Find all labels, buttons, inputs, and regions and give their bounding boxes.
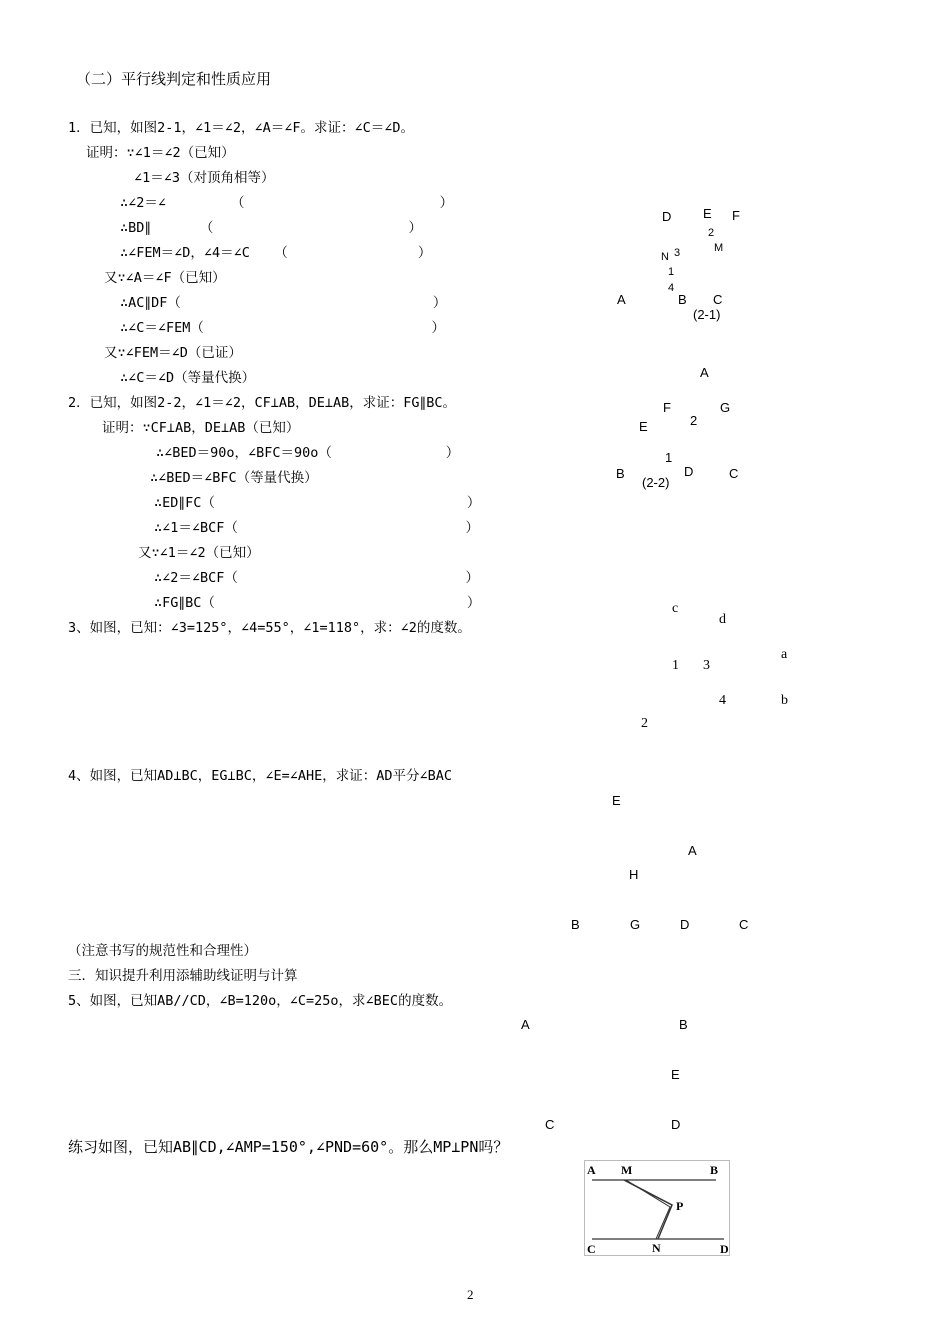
figure-label: a (781, 647, 788, 662)
figure-label: 3 (703, 658, 710, 673)
problem-1-line: 证明：∵∠1＝∠2（已知） (86, 145, 235, 161)
figure-label: E (639, 419, 648, 434)
problem-1-line: ∴∠2＝∠ （ ） (120, 195, 454, 211)
problem-2-line: ∴FG∥BC（ ） (154, 595, 481, 611)
figure-label: 2 (708, 227, 715, 239)
figure-label: 4 (719, 693, 726, 708)
figure-label: 4 (668, 282, 675, 294)
problem-2-line: ∴∠1＝∠BCF（ ） (154, 520, 479, 536)
problem-1-line: ∴AC∥DF（ ） (120, 295, 447, 311)
figure-label: D (684, 464, 694, 479)
figure-label: F (732, 208, 740, 223)
figure-label: P (676, 1199, 684, 1213)
figure-caption: (2-2) (642, 475, 670, 490)
problem-2-line: 又∵∠1＝∠2（已知） (138, 545, 260, 561)
figure-label: B (616, 466, 625, 481)
problem-2-line: ∴∠BED＝∠BFC（等量代换） (150, 470, 318, 486)
section2-title: （二）平行线判定和性质应用 (76, 70, 272, 88)
figure-label: 1 (672, 658, 679, 673)
figure-label: A (700, 365, 709, 380)
figure-label: A (688, 843, 697, 858)
figure-label: E (612, 793, 621, 808)
figure-label: 2 (690, 413, 698, 428)
figure-label: M (621, 1163, 633, 1177)
practice-figure-svg (584, 1160, 730, 1256)
figure-label: 2 (641, 716, 648, 731)
problem-1-line: ∴∠C＝∠D（等量代换） (120, 370, 256, 386)
problem-1-line: 又∵∠A＝∠F（已知） (104, 270, 226, 286)
problem-1-line: 又∵∠FEM＝∠D（已证） (104, 345, 242, 361)
figure-label: 1 (668, 266, 675, 278)
figure-label: D (680, 917, 690, 932)
figure-label: D (720, 1242, 729, 1256)
figure-label: 3 (674, 247, 681, 259)
problem-3-question: 3、如图，已知：∠3=125°，∠4=55°，∠1=118°，求：∠2的度数。 (68, 620, 471, 636)
figure-label: D (671, 1117, 681, 1132)
figure-label: H (629, 867, 639, 882)
figure-label: B (678, 292, 687, 307)
figure-label: G (630, 917, 641, 932)
figure-label: F (663, 400, 671, 415)
figure-label: D (662, 209, 672, 224)
problem-1-line: ∴∠FEM＝∠D，∠4＝∠C （ ） (120, 245, 432, 261)
figure-label: B (710, 1163, 719, 1177)
figure-label: M (714, 242, 724, 254)
figure-label: C (739, 917, 749, 932)
problem-4-question: 4、如图，已知AD⊥BC，EG⊥BC，∠E=∠AHE，求证：AD平分∠BAC (68, 768, 453, 784)
figure-label: N (661, 251, 669, 263)
figure-label: C (545, 1117, 555, 1132)
problem-1-line: ∴∠C＝∠FEM（ ） (120, 320, 445, 336)
figure-label: A (521, 1017, 530, 1032)
problem-2-line: 证明：∵CF⊥AB，DE⊥AB（已知） (102, 420, 300, 436)
figure-label: G (720, 400, 731, 415)
figure-label: C (713, 292, 723, 307)
problem-1-question: 1．已知，如图2-1，∠1＝∠2，∠A＝∠F。求证：∠C＝∠D。 (68, 120, 415, 136)
problem-2-line: ∴ED∥FC（ ） (154, 495, 481, 511)
problem-2-line: ∴∠BED＝90o，∠BFC＝90o（ ） (156, 445, 460, 461)
figure-label: E (671, 1067, 680, 1082)
figure-label: A (587, 1163, 596, 1177)
figure-label: C (587, 1242, 596, 1256)
practice-figure (584, 1160, 730, 1256)
problem-2-line: ∴∠2＝∠BCF（ ） (154, 570, 479, 586)
figure-label: d (719, 612, 726, 627)
figure-label: A (617, 292, 626, 307)
figure-label: E (703, 206, 712, 221)
figure-label: N (652, 1241, 661, 1255)
figure-label: 1 (665, 450, 673, 465)
figure-caption: (2-1) (693, 307, 721, 322)
figure-label: B (571, 917, 580, 932)
problem-1-line: ∠1＝∠3（对顶角相等） (134, 170, 275, 186)
section3-title: 三．知识提升利用添辅助线证明与计算 (68, 968, 298, 984)
page-number: 2 (467, 1287, 474, 1302)
figure-label: c (672, 601, 679, 616)
figure-label: B (679, 1017, 688, 1032)
writing-note: （注意书写的规范性和合理性） (68, 943, 257, 959)
figure-label: C (729, 466, 739, 481)
problem-1-line: ∴BD∥ （ ） (120, 220, 422, 236)
problem-5-question: 5、如图，已知AB//CD，∠B=120o，∠C=25o，求∠BEC的度数。 (68, 993, 453, 1009)
problem-2-question: 2．已知，如图2-2，∠1＝∠2，CF⊥AB，DE⊥AB，求证：FG∥BC。 (68, 395, 457, 411)
figure-label: b (781, 693, 788, 708)
practice-question: 练习如图，已知AB∥CD,∠AMP=150°,∠PND=60°。那么MP⊥PN吗？ (68, 1138, 509, 1156)
